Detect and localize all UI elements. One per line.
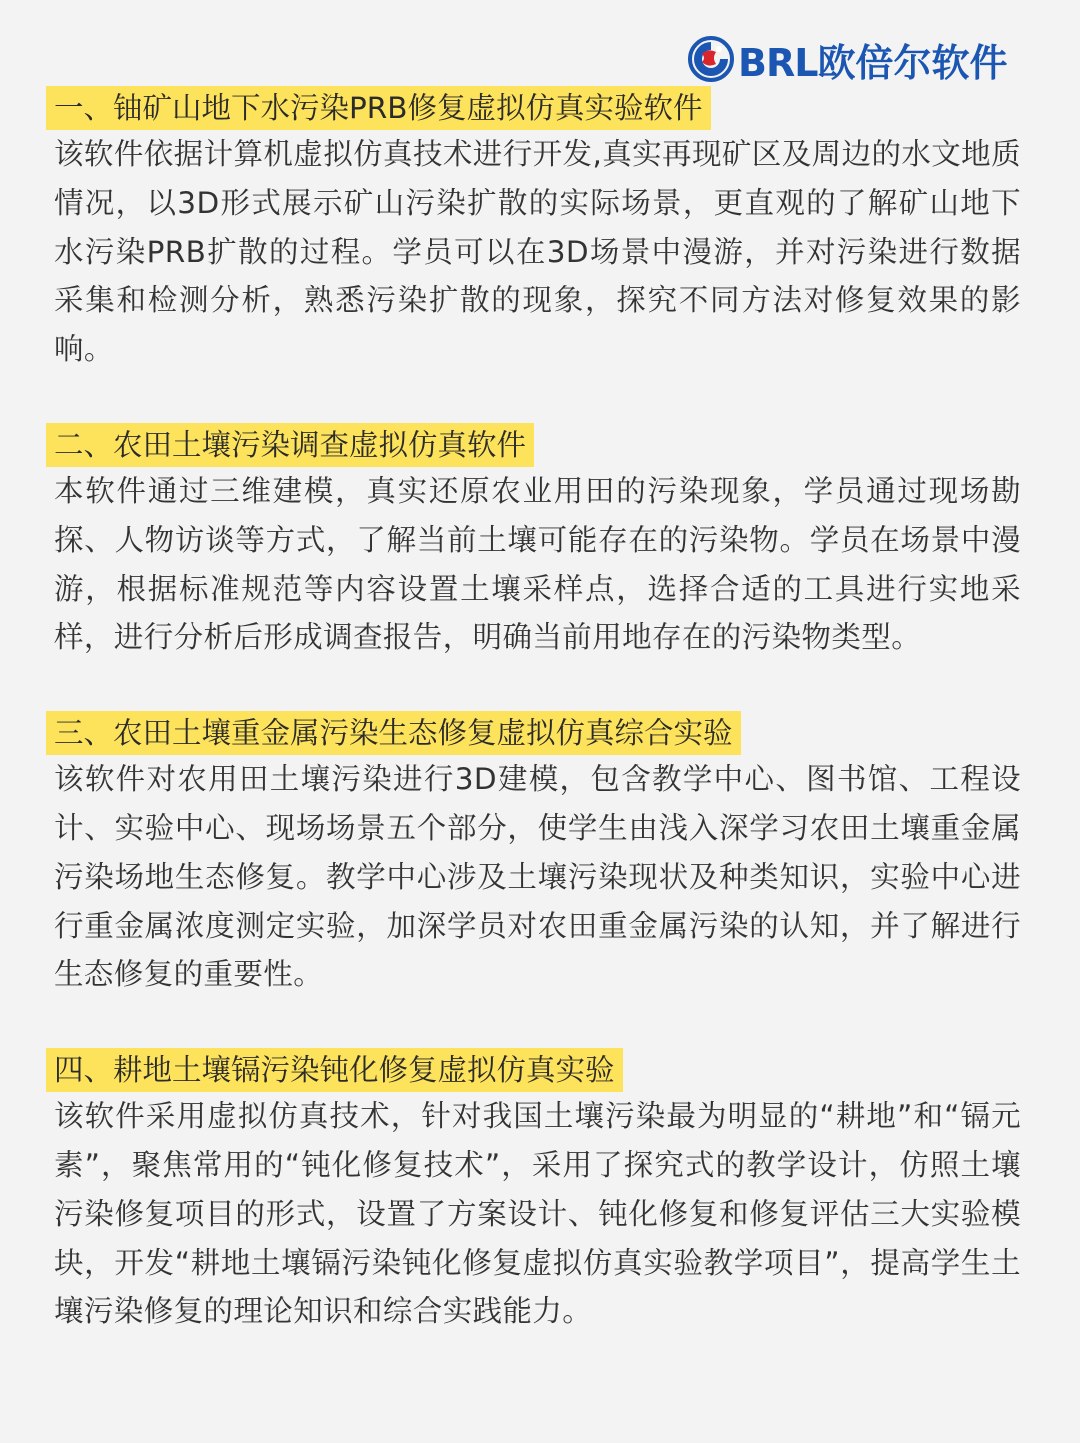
brand-name: BRL欧倍尔软件 — [738, 40, 1008, 85]
section-body: 该软件对农用田土壤污染进行3D建模，包含教学中心、图书馆、工程设计、实验中心、现场场景五个部分，使学生由浅入深学习农田土壤重金属污染场地生态修复。教学中心涉及土壤污染现状及种类知识，实验中心进行重金属浓度测定实验，加深学员对农田重金属污染的认知，并了解进行生态修复的重要性。 — [54, 762, 1021, 992]
section-title: 三、农田土壤重金属污染生态修复虚拟仿真综合实验 — [46, 711, 741, 755]
section-3 — [46, 711, 1021, 999]
section-body: 该软件采用虚拟仿真技术，针对我国土壤污染最为明显的“耕地”和“镉元素”，聚焦常用的“钝化修复技术”，采用了探究式的教学设计，仿照土壤污染修复项目的形式，设置了方案设计、钝化修复和修复评估三大实验模块，开发“耕地土壤镉污染钝化修复虚拟仿真实验教学项目”，提高学生土壤污染修复的理论知识和综合实践能力。 — [54, 1099, 1021, 1329]
section-2 — [46, 423, 1021, 662]
section-4 — [46, 1048, 1021, 1336]
brand-logo — [686, 32, 1007, 86]
article — [46, 86, 1021, 1385]
section-title: 二、农田土壤污染调查虚拟仿真软件 — [46, 423, 534, 467]
section-1 — [46, 86, 1021, 374]
section-title: 一、铀矿山地下水污染PRB修复虚拟仿真实验软件 — [46, 86, 711, 130]
section-body: 本软件通过三维建模，真实还原农业用田的污染现象，学员通过现场勘探、人物访谈等方式，了解当前土壤可能存在的污染物。学员在场景中漫游，根据标准规范等内容设置土壤采样点，选择合适的工具进行实地采样，进行分析后形成调查报告，明确当前用地存在的污染物类型。 — [54, 473, 1021, 655]
section-body: 该软件依据计算机虚拟仿真技术进行开发,真实再现矿区及周边的水文地质情况，以3D形式展示矿山污染扩散的实际场景，更直观的了解矿山地下水污染PRB扩散的过程。学员可以在3D场景中漫游，并对污染进行数据采集和检测分析，熟悉污染扩散的现象，探究不同方法对修复效果的影响。 — [54, 137, 1021, 367]
section-title: 四、耕地土壤镉污染钝化修复虚拟仿真实验 — [46, 1048, 623, 1092]
globe-icon — [686, 34, 736, 84]
